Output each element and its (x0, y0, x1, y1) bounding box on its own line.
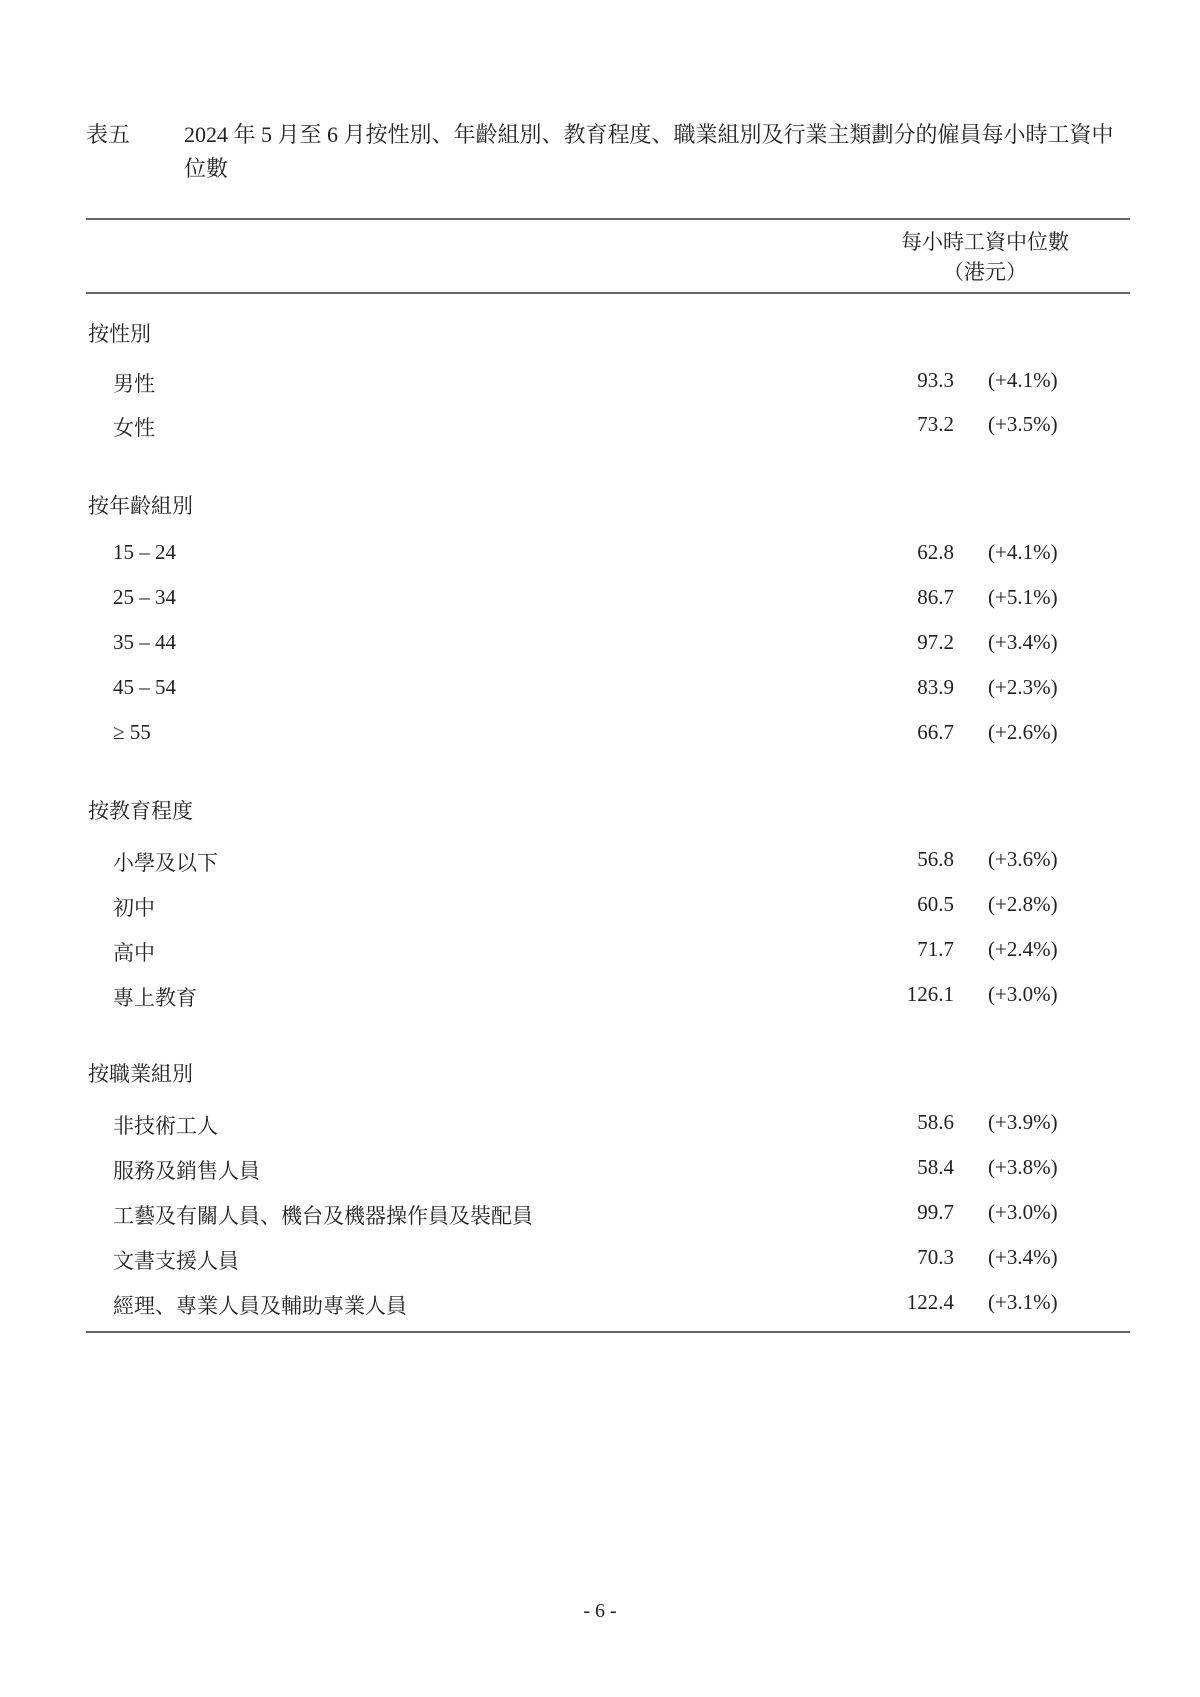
row-label: 初中 (113, 896, 155, 920)
row-label: 高中 (113, 941, 155, 965)
header-rule (86, 292, 1130, 294)
row-value: 83.9 (917, 675, 954, 699)
table-number: 表五 (86, 122, 131, 147)
row-label: 45 – 54 (113, 675, 176, 699)
table-row (113, 675, 1063, 705)
row-change: (+4.1%) (988, 540, 1058, 564)
table-row (113, 585, 1063, 615)
row-change: (+3.1%) (988, 1290, 1058, 1314)
table-row (113, 937, 1063, 967)
table-row (113, 1110, 1063, 1140)
row-label: 專上教育 (113, 986, 197, 1010)
table-row (113, 1200, 1063, 1230)
table-row (113, 982, 1063, 1012)
row-change: (+3.4%) (988, 1245, 1058, 1269)
table-row (113, 630, 1063, 660)
row-change: (+3.9%) (988, 1110, 1058, 1134)
row-value: 56.8 (917, 847, 954, 871)
table-row (113, 540, 1063, 570)
table-row (113, 412, 1063, 442)
row-value: 60.5 (917, 892, 954, 916)
row-value: 71.7 (917, 937, 954, 961)
row-value: 62.8 (917, 540, 954, 564)
group-heading: 按職業組別 (88, 1062, 193, 1086)
top-rule (86, 218, 1130, 220)
column-unit: （港元） (943, 260, 1027, 284)
column-header: 每小時工資中位數 (901, 230, 1069, 254)
page-number: - 6 - (583, 1600, 617, 1622)
table-row (113, 892, 1063, 922)
row-change: (+3.0%) (988, 1200, 1058, 1224)
row-value: 122.4 (906, 1290, 954, 1314)
row-label: 文書支援人員 (113, 1249, 239, 1273)
group-heading: 按教育程度 (88, 799, 193, 823)
row-change: (+2.8%) (988, 892, 1058, 916)
row-value: 70.3 (917, 1245, 954, 1269)
row-change: (+3.5%) (988, 412, 1058, 436)
group-heading: 按年齡組別 (88, 494, 193, 518)
row-label: 25 – 34 (113, 585, 176, 609)
row-label: 女性 (113, 416, 155, 440)
table-row (113, 1290, 1063, 1320)
row-label: ≥ 55 (113, 720, 151, 744)
table-row (113, 1155, 1063, 1185)
row-value: 58.6 (917, 1110, 954, 1134)
row-value: 97.2 (917, 630, 954, 654)
row-change: (+2.6%) (988, 720, 1058, 744)
row-label: 15 – 24 (113, 540, 176, 564)
row-label: 服務及銷售人員 (113, 1159, 260, 1183)
row-change: (+2.3%) (988, 675, 1058, 699)
bottom-rule (86, 1331, 1130, 1333)
row-change: (+2.4%) (988, 937, 1058, 961)
row-change: (+5.1%) (988, 585, 1058, 609)
row-change: (+3.0%) (988, 982, 1058, 1006)
row-value: 93.3 (917, 368, 954, 392)
row-value: 126.1 (906, 982, 954, 1006)
table-row (113, 1245, 1063, 1275)
row-label: 工藝及有關人員、機台及機器操作員及裝配員 (113, 1204, 533, 1228)
row-value: 66.7 (917, 720, 954, 744)
row-label: 非技術工人 (113, 1114, 218, 1138)
row-label: 小學及以下 (113, 851, 218, 875)
group-heading: 按性別 (88, 322, 151, 346)
row-change: (+3.8%) (988, 1155, 1058, 1179)
row-label: 經理、專業人員及輔助專業人員 (113, 1294, 407, 1318)
row-value: 58.4 (917, 1155, 954, 1179)
row-value: 73.2 (917, 412, 954, 436)
table-row (113, 847, 1063, 877)
table-row (113, 368, 1063, 398)
row-value: 86.7 (917, 585, 954, 609)
row-value: 99.7 (917, 1200, 954, 1224)
row-change: (+3.4%) (988, 630, 1058, 654)
table-title: 2024 年 5 月至 6 月按性別、年齡組別、教育程度、職業組別及行業主類劃分的僱員每小時工資中位數 (184, 122, 1114, 181)
row-change: (+4.1%) (988, 368, 1058, 392)
row-label: 35 – 44 (113, 630, 176, 654)
table-row (113, 720, 1063, 750)
row-change: (+3.6%) (988, 847, 1058, 871)
row-label: 男性 (113, 372, 155, 396)
